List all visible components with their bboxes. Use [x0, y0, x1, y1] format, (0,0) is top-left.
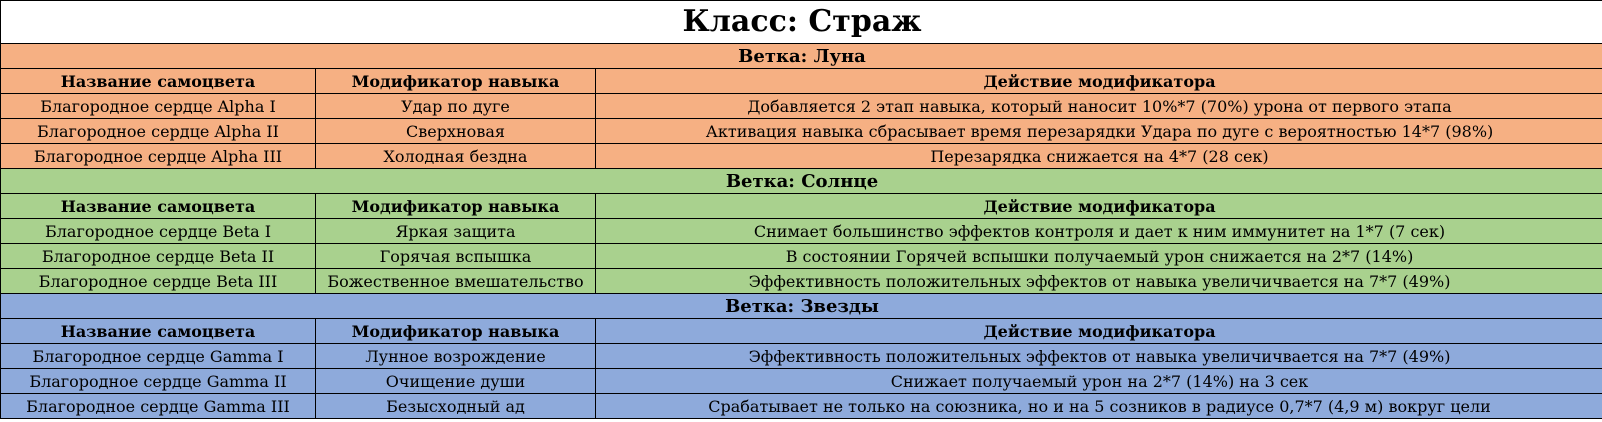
column-header-gem-name[interactable]: Название самоцвета — [1, 69, 316, 94]
modifier-effect-cell[interactable]: В состоянии Горячей вспышки получаемый урон снижается на 2*7 (14%) — [596, 244, 1602, 269]
gem-name-cell[interactable]: Благородное сердце Beta II — [1, 244, 316, 269]
table-row — [1, 344, 1602, 369]
gem-name-cell[interactable]: Благородное сердце Alpha III — [1, 144, 316, 169]
branch-row — [1, 294, 1602, 319]
table-row — [1, 244, 1602, 269]
modifier-effect-cell[interactable]: Срабатывает не только на союзника, но и на 5 созников в радиусе 0,7*7 (4,9 м) вокруг цели — [596, 394, 1602, 419]
branch-row — [1, 169, 1602, 194]
table-row — [1, 119, 1602, 144]
skill-modifier-cell[interactable]: Горячая вспышка — [316, 244, 596, 269]
gem-name-cell[interactable]: Благородное сердце Beta I — [1, 219, 316, 244]
modifier-effect-cell[interactable]: Добавляется 2 этап навыка, который наносит 10%*7 (70%) урона от первого этапа — [596, 94, 1602, 119]
column-header-modifier-effect[interactable]: Действие модификатора — [596, 319, 1602, 344]
class-title[interactable]: Класс: Страж — [1, 1, 1602, 44]
table-row — [1, 219, 1602, 244]
skill-modifier-cell[interactable]: Очищение души — [316, 369, 596, 394]
header-row — [1, 69, 1602, 94]
skill-modifier-cell[interactable]: Божественное вмешательство — [316, 269, 596, 294]
table-row — [1, 269, 1602, 294]
gem-name-cell[interactable]: Благородное сердце Gamma III — [1, 394, 316, 419]
skill-modifier-cell[interactable]: Лунное возрождение — [316, 344, 596, 369]
header-row — [1, 194, 1602, 219]
branch-title-moon[interactable]: Ветка: Луна — [1, 44, 1602, 69]
modifier-effect-cell[interactable]: Эффективность положительных эффектов от навыка увеличичвается на 7*7 (49%) — [596, 344, 1602, 369]
gem-name-cell[interactable]: Благородное сердце Beta III — [1, 269, 316, 294]
column-header-gem-name[interactable]: Название самоцвета — [1, 319, 316, 344]
column-header-modifier-effect[interactable]: Действие модификатора — [596, 194, 1602, 219]
column-header-skill-modifier[interactable]: Модификатор навыка — [316, 319, 596, 344]
column-header-gem-name[interactable]: Название самоцвета — [1, 194, 316, 219]
skill-modifier-cell[interactable]: Безысходный ад — [316, 394, 596, 419]
gem-name-cell[interactable]: Благородное сердце Alpha I — [1, 94, 316, 119]
branch-title-sun[interactable]: Ветка: Солнце — [1, 169, 1602, 194]
gem-name-cell[interactable]: Благородное сердце Alpha II — [1, 119, 316, 144]
column-header-skill-modifier[interactable]: Модификатор навыка — [316, 69, 596, 94]
gem-name-cell[interactable]: Благородное сердце Gamma I — [1, 344, 316, 369]
modifier-effect-cell[interactable]: Перезарядка снижается на 4*7 (28 сек) — [596, 144, 1602, 169]
table-row — [1, 369, 1602, 394]
skill-modifier-cell[interactable]: Яркая защита — [316, 219, 596, 244]
skill-modifier-cell[interactable]: Удар по дуге — [316, 94, 596, 119]
modifier-effect-cell[interactable]: Активация навыка сбрасывает время перезарядки Удара по дуге с вероятностью 14*7 (98%) — [596, 119, 1602, 144]
skill-modifier-cell[interactable]: Холодная бездна — [316, 144, 596, 169]
modifier-effect-cell[interactable]: Снижает получаемый урон на 2*7 (14%) на 3 сек — [596, 369, 1602, 394]
header-row — [1, 319, 1602, 344]
table-row — [1, 394, 1602, 419]
branch-title-stars[interactable]: Ветка: Звезды — [1, 294, 1602, 319]
table-row — [1, 94, 1602, 119]
column-header-skill-modifier[interactable]: Модификатор навыка — [316, 194, 596, 219]
branch-row — [1, 44, 1602, 69]
column-header-modifier-effect[interactable]: Действие модификатора — [596, 69, 1602, 94]
title-row — [1, 1, 1602, 44]
skill-modifier-cell[interactable]: Сверхновая — [316, 119, 596, 144]
modifier-effect-cell[interactable]: Снимает большинство эффектов контроля и дает к ним иммунитет на 1*7 (7 сек) — [596, 219, 1602, 244]
gem-name-cell[interactable]: Благородное сердце Gamma II — [1, 369, 316, 394]
table-row — [1, 144, 1602, 169]
modifier-effect-cell[interactable]: Эффективность положительных эффектов от навыка увеличичвается на 7*7 (49%) — [596, 269, 1602, 294]
